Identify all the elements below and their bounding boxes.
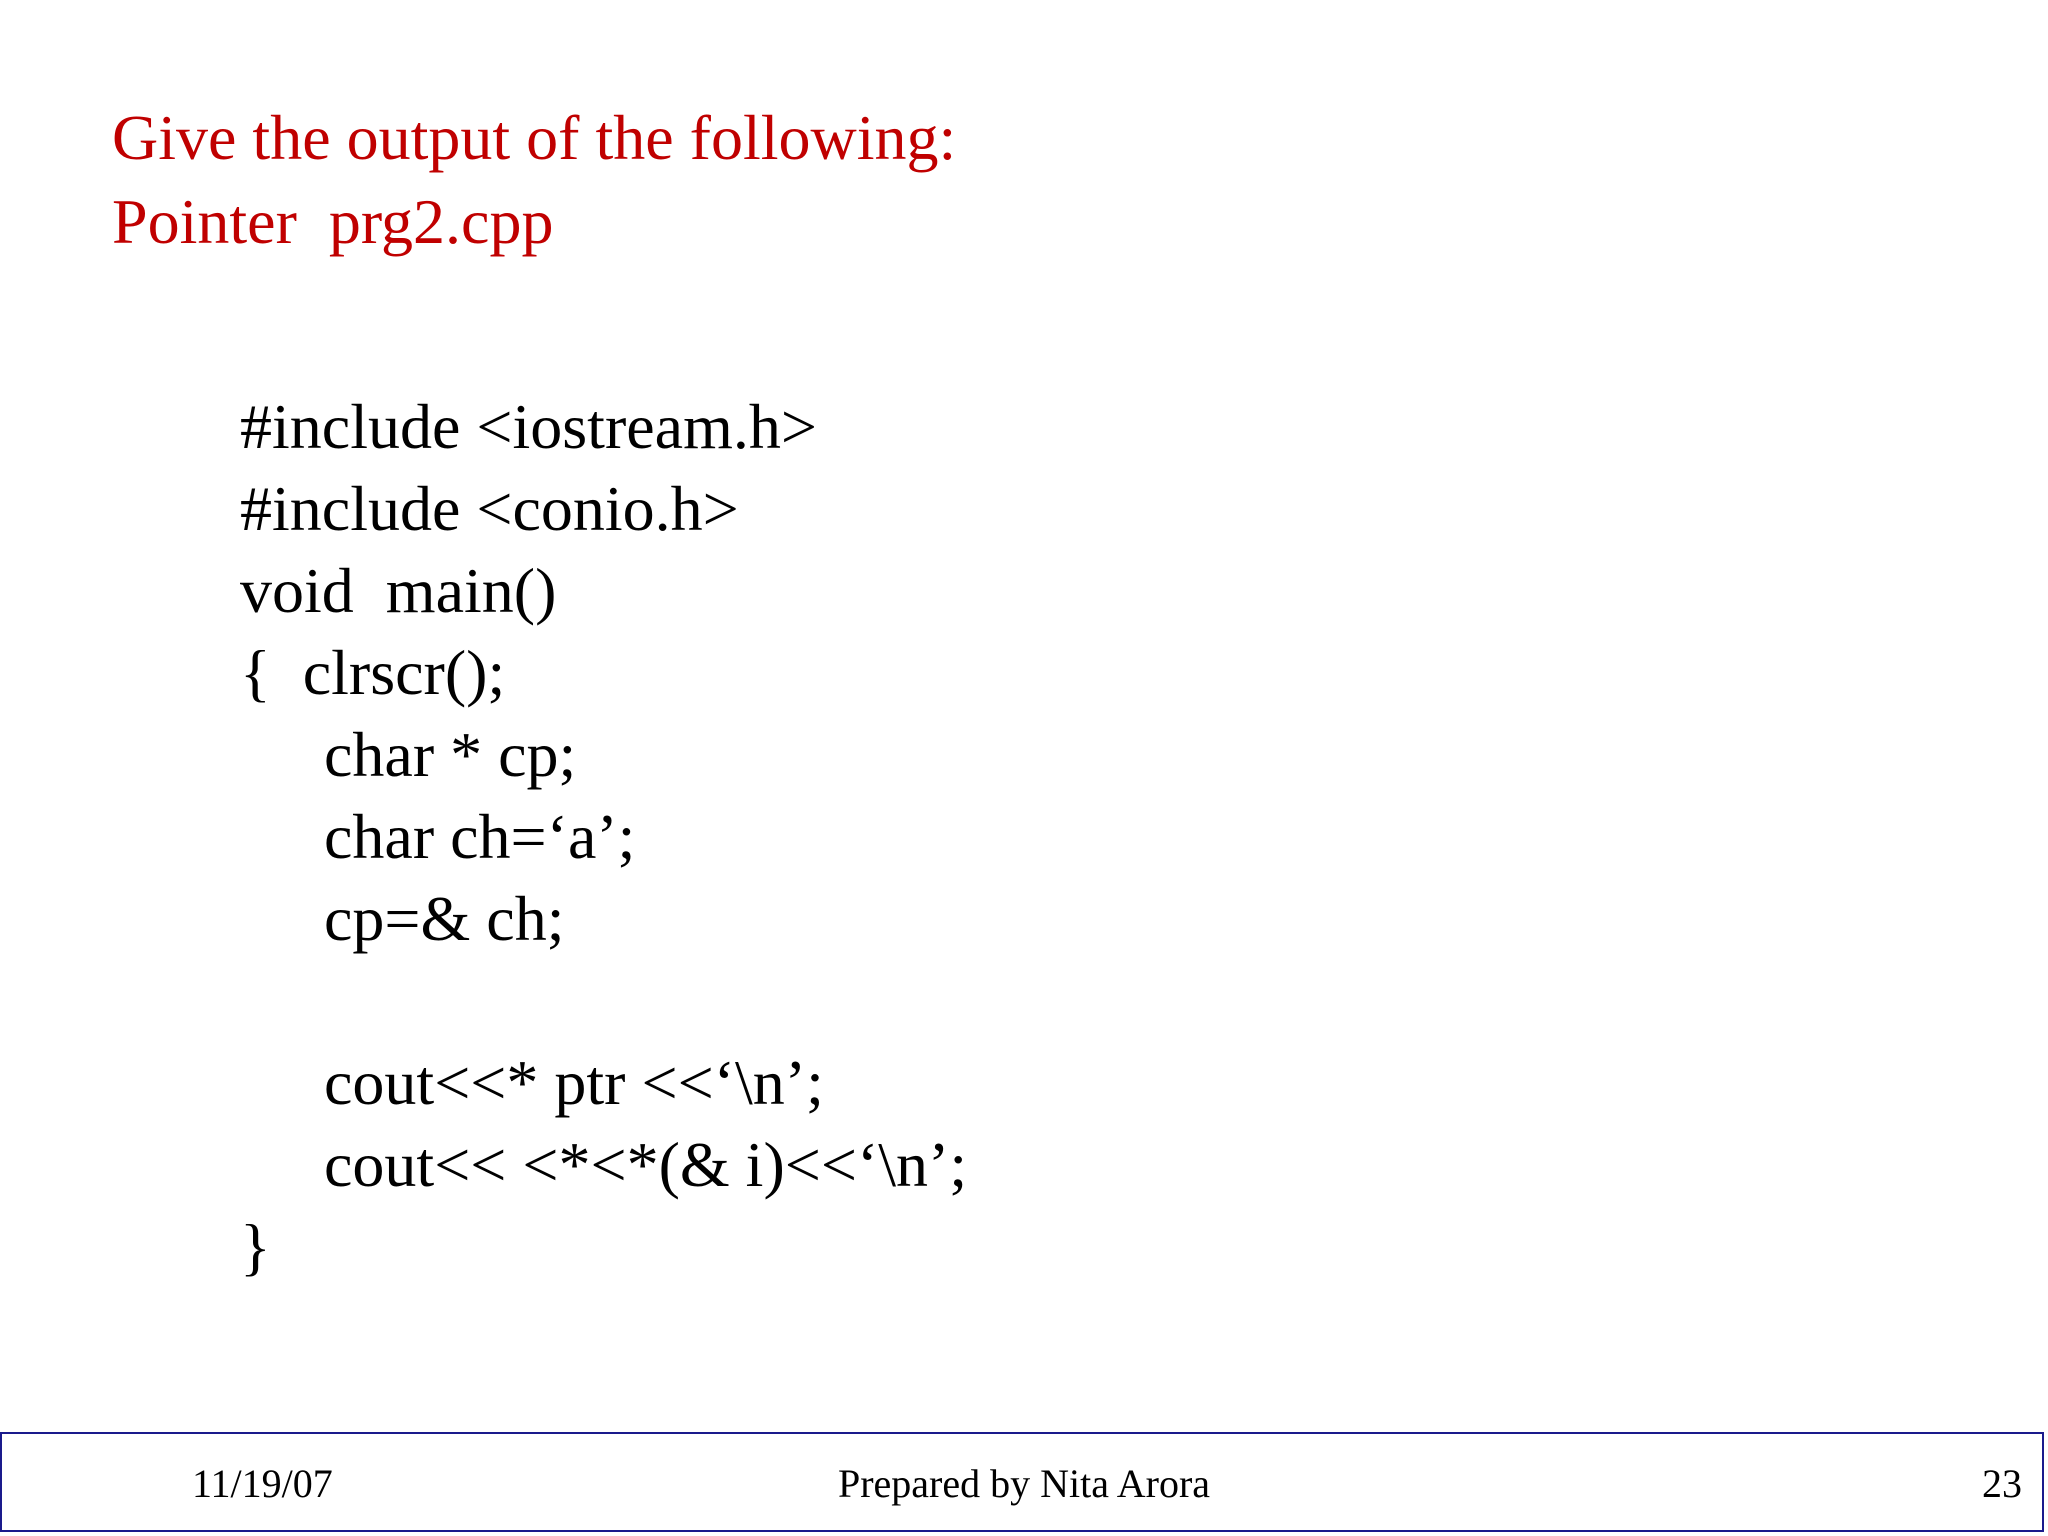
code-line: void main() — [240, 555, 557, 626]
code-line: #include <iostream.h> — [240, 391, 817, 462]
code-block — [240, 386, 967, 1288]
code-line: cout<< <*<*(& i)<<‘\n’; — [324, 1129, 968, 1200]
slide-footer — [0, 1432, 2044, 1532]
code-line: } — [240, 1211, 271, 1282]
code-line: { clrscr(); — [240, 637, 506, 708]
code-line-blank — [240, 960, 967, 1042]
code-line: cp=& ch; — [324, 883, 565, 954]
footer-date: 11/19/07 — [192, 1461, 333, 1506]
title-line-2: Pointer prg2.cpp — [112, 186, 554, 257]
footer-author: Prepared by Nita Arora — [837, 1461, 1211, 1506]
code-line: #include <conio.h> — [240, 473, 739, 544]
slide-title — [112, 96, 956, 264]
footer-page-number: 23 — [1982, 1461, 2022, 1506]
code-line: char ch=‘a’; — [324, 801, 636, 872]
code-line: cout<<* ptr <<‘\n’; — [324, 1047, 824, 1118]
code-line: char * cp; — [324, 719, 577, 790]
title-line-1: Give the output of the following: — [112, 102, 957, 173]
